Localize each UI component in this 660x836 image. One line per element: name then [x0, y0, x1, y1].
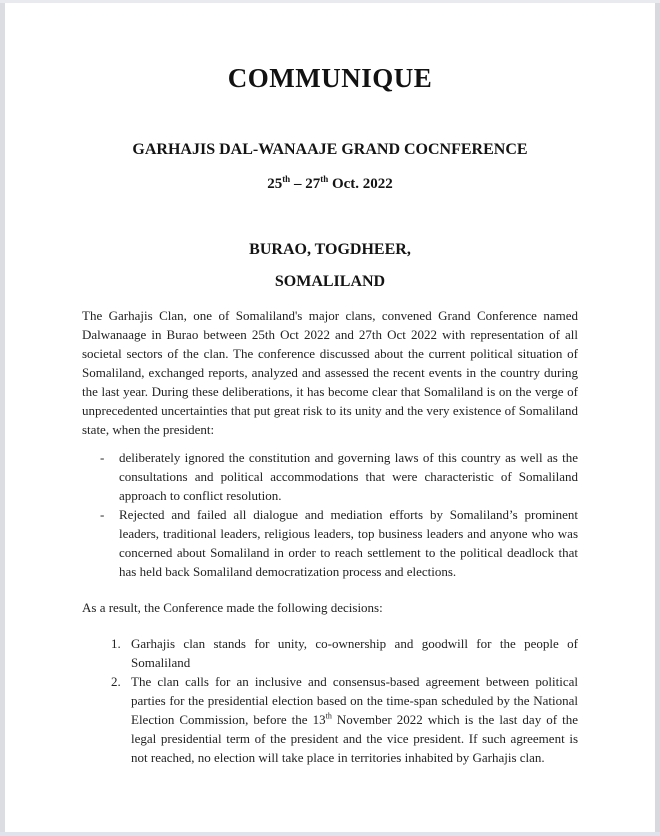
conference-title: GARHAJIS DAL-WANAAJE GRAND COCNFERENCE	[132, 141, 528, 158]
photo-edge-bottom	[0, 832, 660, 836]
photo-edge-right	[655, 0, 660, 836]
location-line-1: BURAO, TOGDHEER,	[249, 241, 411, 258]
decision-list	[82, 634, 578, 767]
list-item-text: Rejected and failed all dialogue and mediation efforts by Somaliland’s prominent leaders, traditional leaders, religious leaders, top business leaders and anyone who was concerned about Somaliland in order to reach settlement to the political deadlock that has held back Somaliland democratization process and elections.	[119, 507, 578, 579]
number-bullet: 2.	[111, 674, 121, 689]
list-item	[82, 448, 578, 505]
date-part: Oct. 2022	[328, 176, 393, 192]
list-item-text: deliberately ignored the constitution and governing laws of this country as well as the consultations and political accommodations that were characteristic of Somaliland approach to conflict resolution.	[119, 450, 578, 503]
list-item	[82, 505, 578, 581]
intro-paragraph: The Garhajis Clan, one of Somaliland's major clans, convened Grand Conference named Dalwanaage in Burao between 25th Oct 2022 and 27th Oct 2022 with representation of all societal sectors of the clan. The conference discussed about the current political situation of Somaliland, exchanged reports, analyzed and assessed the recent events in the country during the last year. During these deliberations, it has become clear that Somaliland is on the verge of unprecedented uncertainties that put great risk to its unity and the very existence of Somaliland state, when the president:	[82, 308, 578, 437]
list-item	[82, 634, 578, 672]
location-line-2: SOMALILAND	[274, 273, 386, 290]
location-block	[82, 234, 578, 298]
dash-bullet: -	[100, 450, 105, 465]
date-line	[82, 175, 578, 194]
date-part: 25	[267, 176, 283, 192]
photo-edge-left	[0, 0, 5, 836]
list-item-text: The clan calls for an inclusive and consensus-based agreement between political parties for the presidential election based on the time-span scheduled by the National Election Commission, before the 13	[131, 674, 578, 727]
list-item-text: Garhajis clan stands for unity, co-ownership and goodwill for the people of Somaliland	[131, 636, 578, 670]
date-ordinal-suffix: th	[282, 174, 291, 184]
date-part: – 27	[290, 176, 321, 192]
date-ordinal-suffix: th	[325, 711, 332, 721]
decisions-intro: As a result, the Conference made the following decisions:	[82, 600, 383, 615]
date-ordinal-suffix: th	[320, 174, 329, 184]
number-bullet: 1.	[111, 636, 121, 651]
grievance-list	[82, 448, 578, 581]
document-content	[82, 0, 578, 767]
document-title: COMMUNIQUE	[227, 63, 433, 93]
list-item-text: November 2022 which is the last day of the legal presidential term of the president and the vice president. If such agreement is not reached, no election will take place in territories inhabited by Garhajis clan.	[131, 712, 578, 765]
dash-bullet: -	[100, 507, 105, 522]
list-item	[82, 672, 578, 767]
